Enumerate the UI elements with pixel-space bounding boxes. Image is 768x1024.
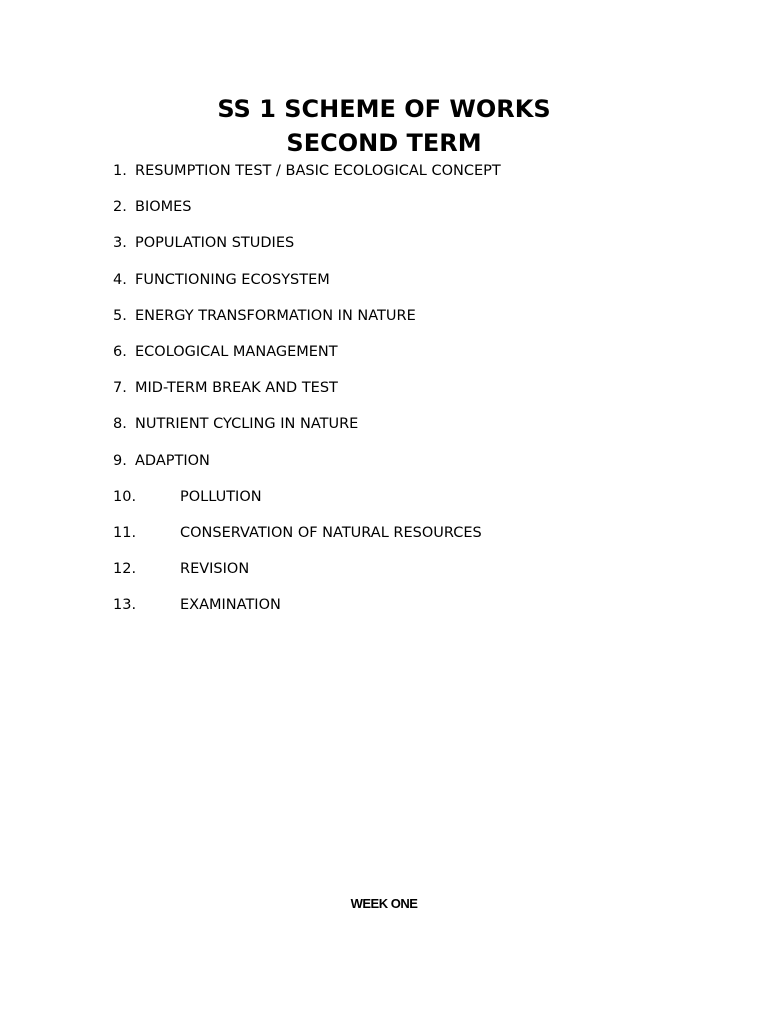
list-item xyxy=(113,305,501,341)
item-text: POLLUTION xyxy=(180,488,262,505)
scheme-list xyxy=(113,160,501,630)
list-item xyxy=(113,594,501,630)
document-subtitle: SECOND TERM xyxy=(286,129,482,157)
list-item xyxy=(113,377,501,413)
item-number: 5. xyxy=(113,307,127,324)
list-item xyxy=(113,269,501,305)
list-item xyxy=(113,450,501,486)
list-item xyxy=(113,160,501,196)
item-number: 11. xyxy=(113,524,137,541)
list-item xyxy=(113,196,501,232)
item-number: 8. xyxy=(113,416,127,433)
item-text: NUTRIENT CYCLING IN NATURE xyxy=(135,416,359,433)
item-text: CONSERVATION OF NATURAL RESOURCES xyxy=(180,524,482,541)
item-number: 3. xyxy=(113,235,127,252)
list-item xyxy=(113,413,501,449)
item-text: REVISION xyxy=(180,561,250,578)
item-text: POPULATION STUDIES xyxy=(135,235,295,252)
list-item xyxy=(113,558,501,594)
document-title: SS 1 SCHEME OF WORKS xyxy=(217,95,551,123)
item-text: ENERGY TRANSFORMATION IN NATURE xyxy=(135,307,416,324)
item-text: FUNCTIONING ECOSYSTEM xyxy=(135,271,330,288)
item-number: 4. xyxy=(113,271,127,288)
list-item xyxy=(113,232,501,268)
item-number: 6. xyxy=(113,343,127,360)
item-text: MID-TERM BREAK AND TEST xyxy=(135,380,338,397)
item-number: 13. xyxy=(113,597,137,614)
item-number: 1. xyxy=(113,163,127,179)
week-heading: WEEK ONE xyxy=(350,896,418,911)
item-text: ADAPTION xyxy=(135,452,210,469)
item-number: 9. xyxy=(113,452,127,469)
item-text: ECOLOGICAL MANAGEMENT xyxy=(135,343,338,360)
item-text: BIOMES xyxy=(135,199,192,216)
item-number: 2. xyxy=(113,199,127,216)
item-text: EXAMINATION xyxy=(180,597,281,614)
list-item xyxy=(113,341,501,377)
item-number: 10. xyxy=(113,488,137,505)
item-number: 12. xyxy=(113,561,137,578)
list-item xyxy=(113,522,501,558)
item-number: 7. xyxy=(113,380,127,397)
item-text: RESUMPTION TEST / BASIC ECOLOGICAL CONCEPT xyxy=(135,163,501,179)
list-item xyxy=(113,486,501,522)
